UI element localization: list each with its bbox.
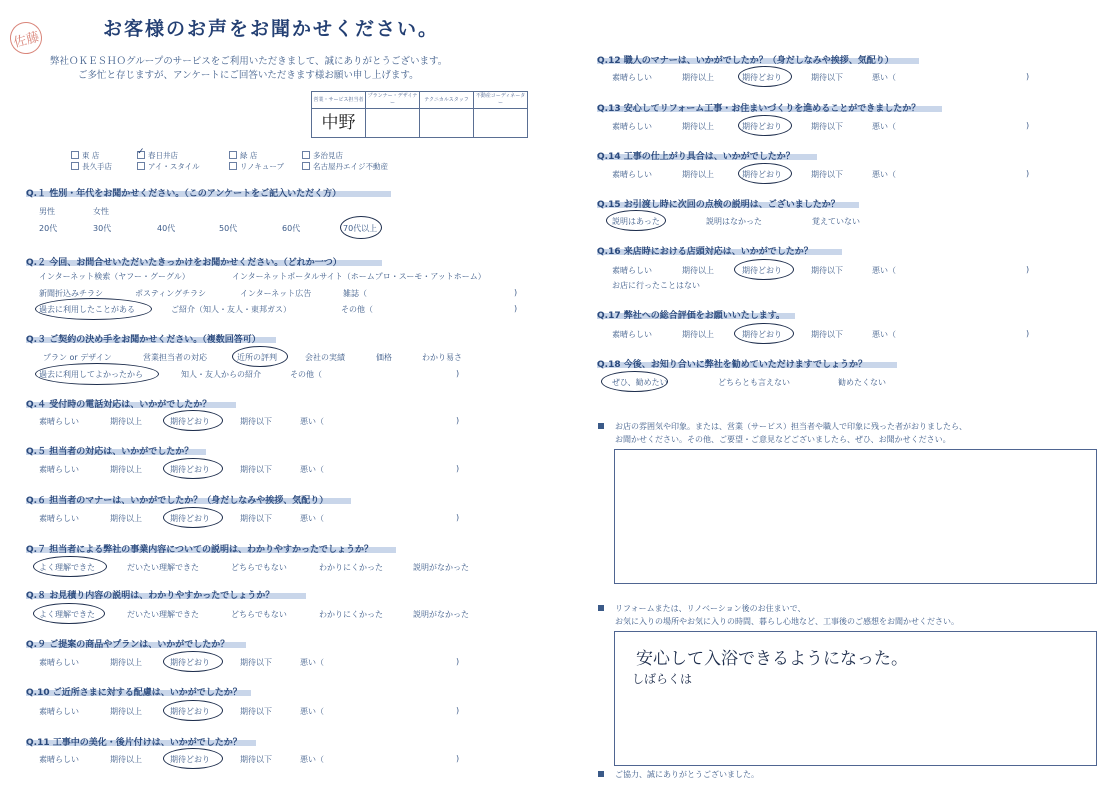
option[interactable]: 素晴らしい [612, 122, 652, 131]
option-selected[interactable]: 期待どおり [742, 73, 782, 82]
selection-circle [163, 651, 223, 672]
option-selected[interactable]: 期待どおり [742, 170, 782, 179]
option[interactable]: 素晴らしい [39, 755, 79, 764]
option-selected[interactable]: よく理解できた [39, 563, 95, 572]
staff-planner-value[interactable] [366, 109, 420, 138]
intro-line-2: ご多忙と存じますが、アンケートにご回答いただきます様お願い申し上げます。 [78, 70, 419, 81]
option[interactable]: 期待以上 [110, 465, 142, 474]
checkbox-icon [229, 151, 237, 159]
option[interactable]: どちらとも言えない [718, 378, 790, 387]
question-title: Q.１ 性別・年代をお聞かせください。（このアンケートをご記入いただく方） [26, 189, 342, 199]
option[interactable]: 素晴らしい [612, 330, 652, 339]
staff-realestate-value[interactable] [474, 109, 528, 138]
option[interactable]: 期待以下 [811, 73, 843, 82]
option-selected[interactable]: 過去に利用したことがある [39, 305, 135, 314]
option[interactable]: 悪い（ [300, 755, 324, 764]
handwritten-insertion: しばらくは [632, 672, 693, 686]
option[interactable]: 期待以下 [240, 514, 272, 523]
question-title: Q.11 工事中の美化・後片付けは、いかがでしたか？ [26, 738, 242, 748]
selection-circle [734, 259, 794, 280]
question-title: Q.６ 担当者のマナーは、いかがでしたか？（身だしなみや挨拶、気配り） [26, 496, 329, 506]
option[interactable]: 期待以下 [811, 266, 843, 275]
selection-circle [738, 163, 792, 184]
footer-thanks: ご協力、誠にありがとうございました。 [615, 770, 759, 779]
option[interactable]: だいたい理解できた [127, 610, 199, 619]
store-checkbox[interactable]: ✓ 春日井店 [137, 150, 178, 161]
comment-prompt: お気に入りの場所やお気に入りの時間、暮らし心地など、工事後のご感想をお聞かせください。 [615, 617, 959, 626]
option[interactable]: 女性 [93, 207, 109, 216]
question-title: Q.17 弊社への総合評価をお願いいたします。 [597, 311, 786, 321]
option-selected[interactable]: 期待どおり [742, 122, 782, 131]
question-title: Q.15 お引渡し時に次回の点検の説明は、ございましたか？ [597, 200, 840, 210]
option[interactable]: 勧めたくない [838, 378, 886, 387]
option[interactable]: 期待以上 [682, 170, 714, 179]
option[interactable]: 期待以下 [240, 417, 272, 426]
option[interactable]: だいたい理解できた [127, 563, 199, 572]
checkbox-icon [302, 162, 310, 170]
option[interactable]: 男性 [39, 207, 55, 216]
selection-circle [163, 410, 223, 431]
option[interactable]: 期待以上 [682, 73, 714, 82]
option-selected[interactable]: 期待どおり [742, 330, 782, 339]
option[interactable]: 新聞折込みチラシ [39, 289, 103, 298]
option[interactable]: 悪い（ [300, 658, 324, 667]
comment-prompt: リフォームまたは、リノベーション後のお住まいで、 [615, 604, 806, 613]
option[interactable]: 期待以下 [240, 658, 272, 667]
comment-prompt: お店の雰囲気や印象。または、営業（サービス）担当者や職人で印象に残った者がおりましたら、 [615, 422, 967, 431]
option[interactable]: 期待以上 [110, 514, 142, 523]
selection-circle [734, 323, 794, 344]
question-title: Q.12 職人のマナーは、いかがでしたか？（身だしなみや挨拶、気配り） [597, 56, 894, 66]
option[interactable]: 素晴らしい [39, 707, 79, 716]
option[interactable]: インターネット検索（ヤフー・グーグル） [39, 272, 190, 281]
question-title: Q.10 ご近所さまに対する配慮は、いかがでしたか？ [26, 688, 242, 698]
option[interactable]: 素晴らしい [39, 658, 79, 667]
bullet-square-icon [598, 771, 604, 777]
comment-box-1[interactable] [614, 449, 1097, 584]
selection-circle [163, 700, 223, 721]
option[interactable]: どちらでもない [231, 563, 287, 572]
staff-header: 営業・サービス担当者 [312, 92, 366, 109]
option[interactable]: 40代 [157, 224, 176, 233]
option[interactable]: 悪い（ [872, 73, 896, 82]
question-title: Q.18 今後、お知り合いに弊社を勧めていただけますでしょうか？ [597, 360, 867, 370]
option[interactable]: プラン or デザイン [43, 353, 112, 362]
store-checkbox[interactable]: アイ・スタイル [137, 161, 200, 172]
option[interactable]: 悪い（ [300, 514, 324, 523]
handwritten-answer: 安心して入浴できるようになった。 [636, 649, 908, 669]
question-title: Q.16 来店時における店頭対応は、いかがでしたか？ [597, 247, 813, 257]
question-title: Q.４ 受付時の電話対応は、いかがでしたか？ [26, 400, 212, 410]
option[interactable]: 素晴らしい [39, 465, 79, 474]
option[interactable]: 期待以下 [240, 707, 272, 716]
option[interactable]: 悪い（ [872, 170, 896, 179]
option[interactable]: 60代 [282, 224, 301, 233]
option[interactable]: 期待以上 [682, 266, 714, 275]
staff-technical-value[interactable] [420, 109, 474, 138]
option[interactable]: 悪い（ [872, 122, 896, 131]
option[interactable]: わかりにくかった [319, 610, 383, 619]
option-selected[interactable]: 説明はあった [612, 217, 660, 226]
option[interactable]: インターネット広告 [240, 289, 312, 298]
option[interactable]: 価格 [376, 353, 392, 362]
bullet-square-icon [598, 423, 604, 429]
selection-circle [35, 298, 152, 320]
question-title: Q.14 工事の仕上がり具合は、いかがでしたか？ [597, 152, 795, 162]
question-title: Q.13 安心してリフォーム工事・お住まいづくりを進めることができましたか？ [597, 104, 921, 114]
staff-header: テクニカルスタッフ [420, 92, 474, 109]
option-selected[interactable]: 期待どおり [170, 417, 210, 426]
option-selected[interactable]: 期待どおり [170, 755, 210, 764]
option-selected[interactable]: 70代以上 [343, 224, 378, 233]
intro-line-1: 弊社ＯＫＥＳＨＯグループのサービスをご利用いただきまして、誠にありがとうございます。 [50, 56, 448, 67]
option[interactable]: 期待以下 [811, 330, 843, 339]
option[interactable]: 知人・友人からの紹介 [181, 370, 261, 379]
option[interactable]: 素晴らしい [612, 266, 652, 275]
option[interactable]: 期待以上 [682, 122, 714, 131]
selection-circle [33, 603, 105, 624]
option[interactable]: 素晴らしい [612, 170, 652, 179]
option[interactable]: 期待以下 [811, 170, 843, 179]
option[interactable]: 説明がなかった [413, 610, 469, 619]
option[interactable]: 悪い（ [872, 330, 896, 339]
option[interactable]: わかりにくかった [319, 563, 383, 572]
selection-circle [606, 210, 666, 231]
selection-circle [738, 66, 792, 87]
option[interactable]: 説明はなかった [706, 217, 762, 226]
store-checkbox[interactable]: 緑 店 [229, 150, 257, 161]
checkbox-icon [71, 162, 79, 170]
option[interactable]: 期待以上 [110, 755, 142, 764]
option[interactable]: 覚えていない [812, 217, 860, 226]
option[interactable]: 悪い（ [300, 707, 324, 716]
question-title: Q.２ 今回、お問合せいただいたきっかけをお聞かせください。（どれか一つ） [26, 258, 342, 268]
option-selected[interactable]: ぜひ、勧めたい [612, 378, 668, 387]
stamp-seal: 佐藤 [6, 18, 45, 57]
option[interactable]: どちらでもない [231, 610, 287, 619]
option[interactable]: 説明がなかった [413, 563, 469, 572]
option[interactable]: 期待以下 [240, 465, 272, 474]
staff-header: 不動産コーディネーター [474, 92, 528, 109]
option[interactable]: ポスティングチラシ [135, 289, 207, 298]
selection-circle [340, 216, 382, 239]
checkbox-checked-icon [137, 151, 145, 159]
option[interactable]: 期待以下 [811, 122, 843, 131]
staff-table [311, 91, 528, 138]
selection-circle [33, 556, 107, 577]
option-selected[interactable]: 期待どおり [742, 266, 782, 275]
selection-circle [163, 458, 223, 479]
comment-prompt: お聞かせください。その他、ご要望・ご意見などございましたら、ぜひ、お聞かせください。 [615, 435, 951, 444]
checkbox-icon [137, 162, 145, 170]
selection-circle [738, 115, 792, 136]
option[interactable]: その他（ [290, 370, 322, 379]
selection-circle [232, 346, 288, 367]
option[interactable]: 素晴らしい [39, 514, 79, 523]
store-checkbox[interactable]: 名古屋丹エイジ不動産 [302, 161, 388, 172]
option[interactable]: お店に行ったことはない [612, 281, 700, 290]
option-selected[interactable]: 過去に利用してよかったから [39, 370, 143, 379]
option[interactable]: その他（ [341, 305, 373, 314]
option-selected[interactable]: 期待どおり [170, 514, 210, 523]
option[interactable]: 雑誌（ [343, 289, 367, 298]
selection-circle [35, 363, 159, 385]
option[interactable]: 期待以下 [240, 755, 272, 764]
option-selected[interactable]: よく理解できた [39, 610, 95, 619]
option[interactable]: 悪い（ [300, 465, 324, 474]
option[interactable]: ご紹介（知人・友人・東邦ガス） [171, 305, 291, 314]
option[interactable]: 期待以上 [682, 330, 714, 339]
option[interactable]: 期待以上 [110, 658, 142, 667]
page-title: お客様のお声をお聞かせください。 [103, 18, 440, 40]
option[interactable]: わかり易さ [422, 353, 462, 362]
question-title: Q.５ 担当者の対応は、いかがでしたか？ [26, 447, 194, 457]
selection-circle [163, 507, 223, 528]
option[interactable]: 20代 [39, 224, 58, 233]
selection-circle [601, 371, 668, 392]
checkbox-icon [71, 151, 79, 159]
option[interactable]: 期待以上 [110, 707, 142, 716]
store-checkbox[interactable]: 東 店 [71, 150, 99, 161]
option[interactable]: 素晴らしい [39, 417, 79, 426]
option[interactable]: 素晴らしい [612, 73, 652, 82]
option-selected[interactable]: 期待どおり [170, 465, 210, 474]
selection-circle [163, 748, 223, 769]
bullet-square-icon [598, 605, 604, 611]
option[interactable]: 会社の実績 [305, 353, 345, 362]
store-checkbox[interactable]: 多治見店 [302, 150, 343, 161]
staff-header: プランナー・デザイナー [366, 92, 420, 109]
store-checkbox[interactable]: リノキューブ [229, 161, 284, 172]
question-title: Q.７ 担当者による弊社の事業内容についての説明は、わかりやすかったでしょうか？ [26, 545, 374, 555]
option[interactable]: インターネットポータルサイト（ホームプロ・スーモ・アットホーム） [232, 272, 486, 281]
question-title: Q.９ ご提案の商品やプランは、いかがでしたか？ [26, 640, 230, 650]
checkbox-icon [229, 162, 237, 170]
question-title: Q.８ お見積り内容の説明は、わかりやすかったでしょうか？ [26, 591, 275, 601]
option-selected[interactable]: 期待どおり [170, 707, 210, 716]
option-selected[interactable]: 期待どおり [170, 658, 210, 667]
staff-sales-value[interactable]: 中野 [312, 109, 366, 138]
option[interactable]: 悪い（ [300, 417, 324, 426]
store-checkbox[interactable]: 長久手店 [71, 161, 112, 172]
option[interactable]: 50代 [219, 224, 238, 233]
checkbox-icon [302, 151, 310, 159]
option-selected[interactable]: 近所の評判 [237, 353, 277, 362]
option[interactable]: 30代 [93, 224, 112, 233]
question-title: Q.３ ご契約の決め手をお聞かせください。（複数回答可） [26, 335, 261, 345]
option[interactable]: 悪い（ [872, 266, 896, 275]
option[interactable]: 営業担当者の対応 [143, 353, 207, 362]
option[interactable]: 期待以上 [110, 417, 142, 426]
